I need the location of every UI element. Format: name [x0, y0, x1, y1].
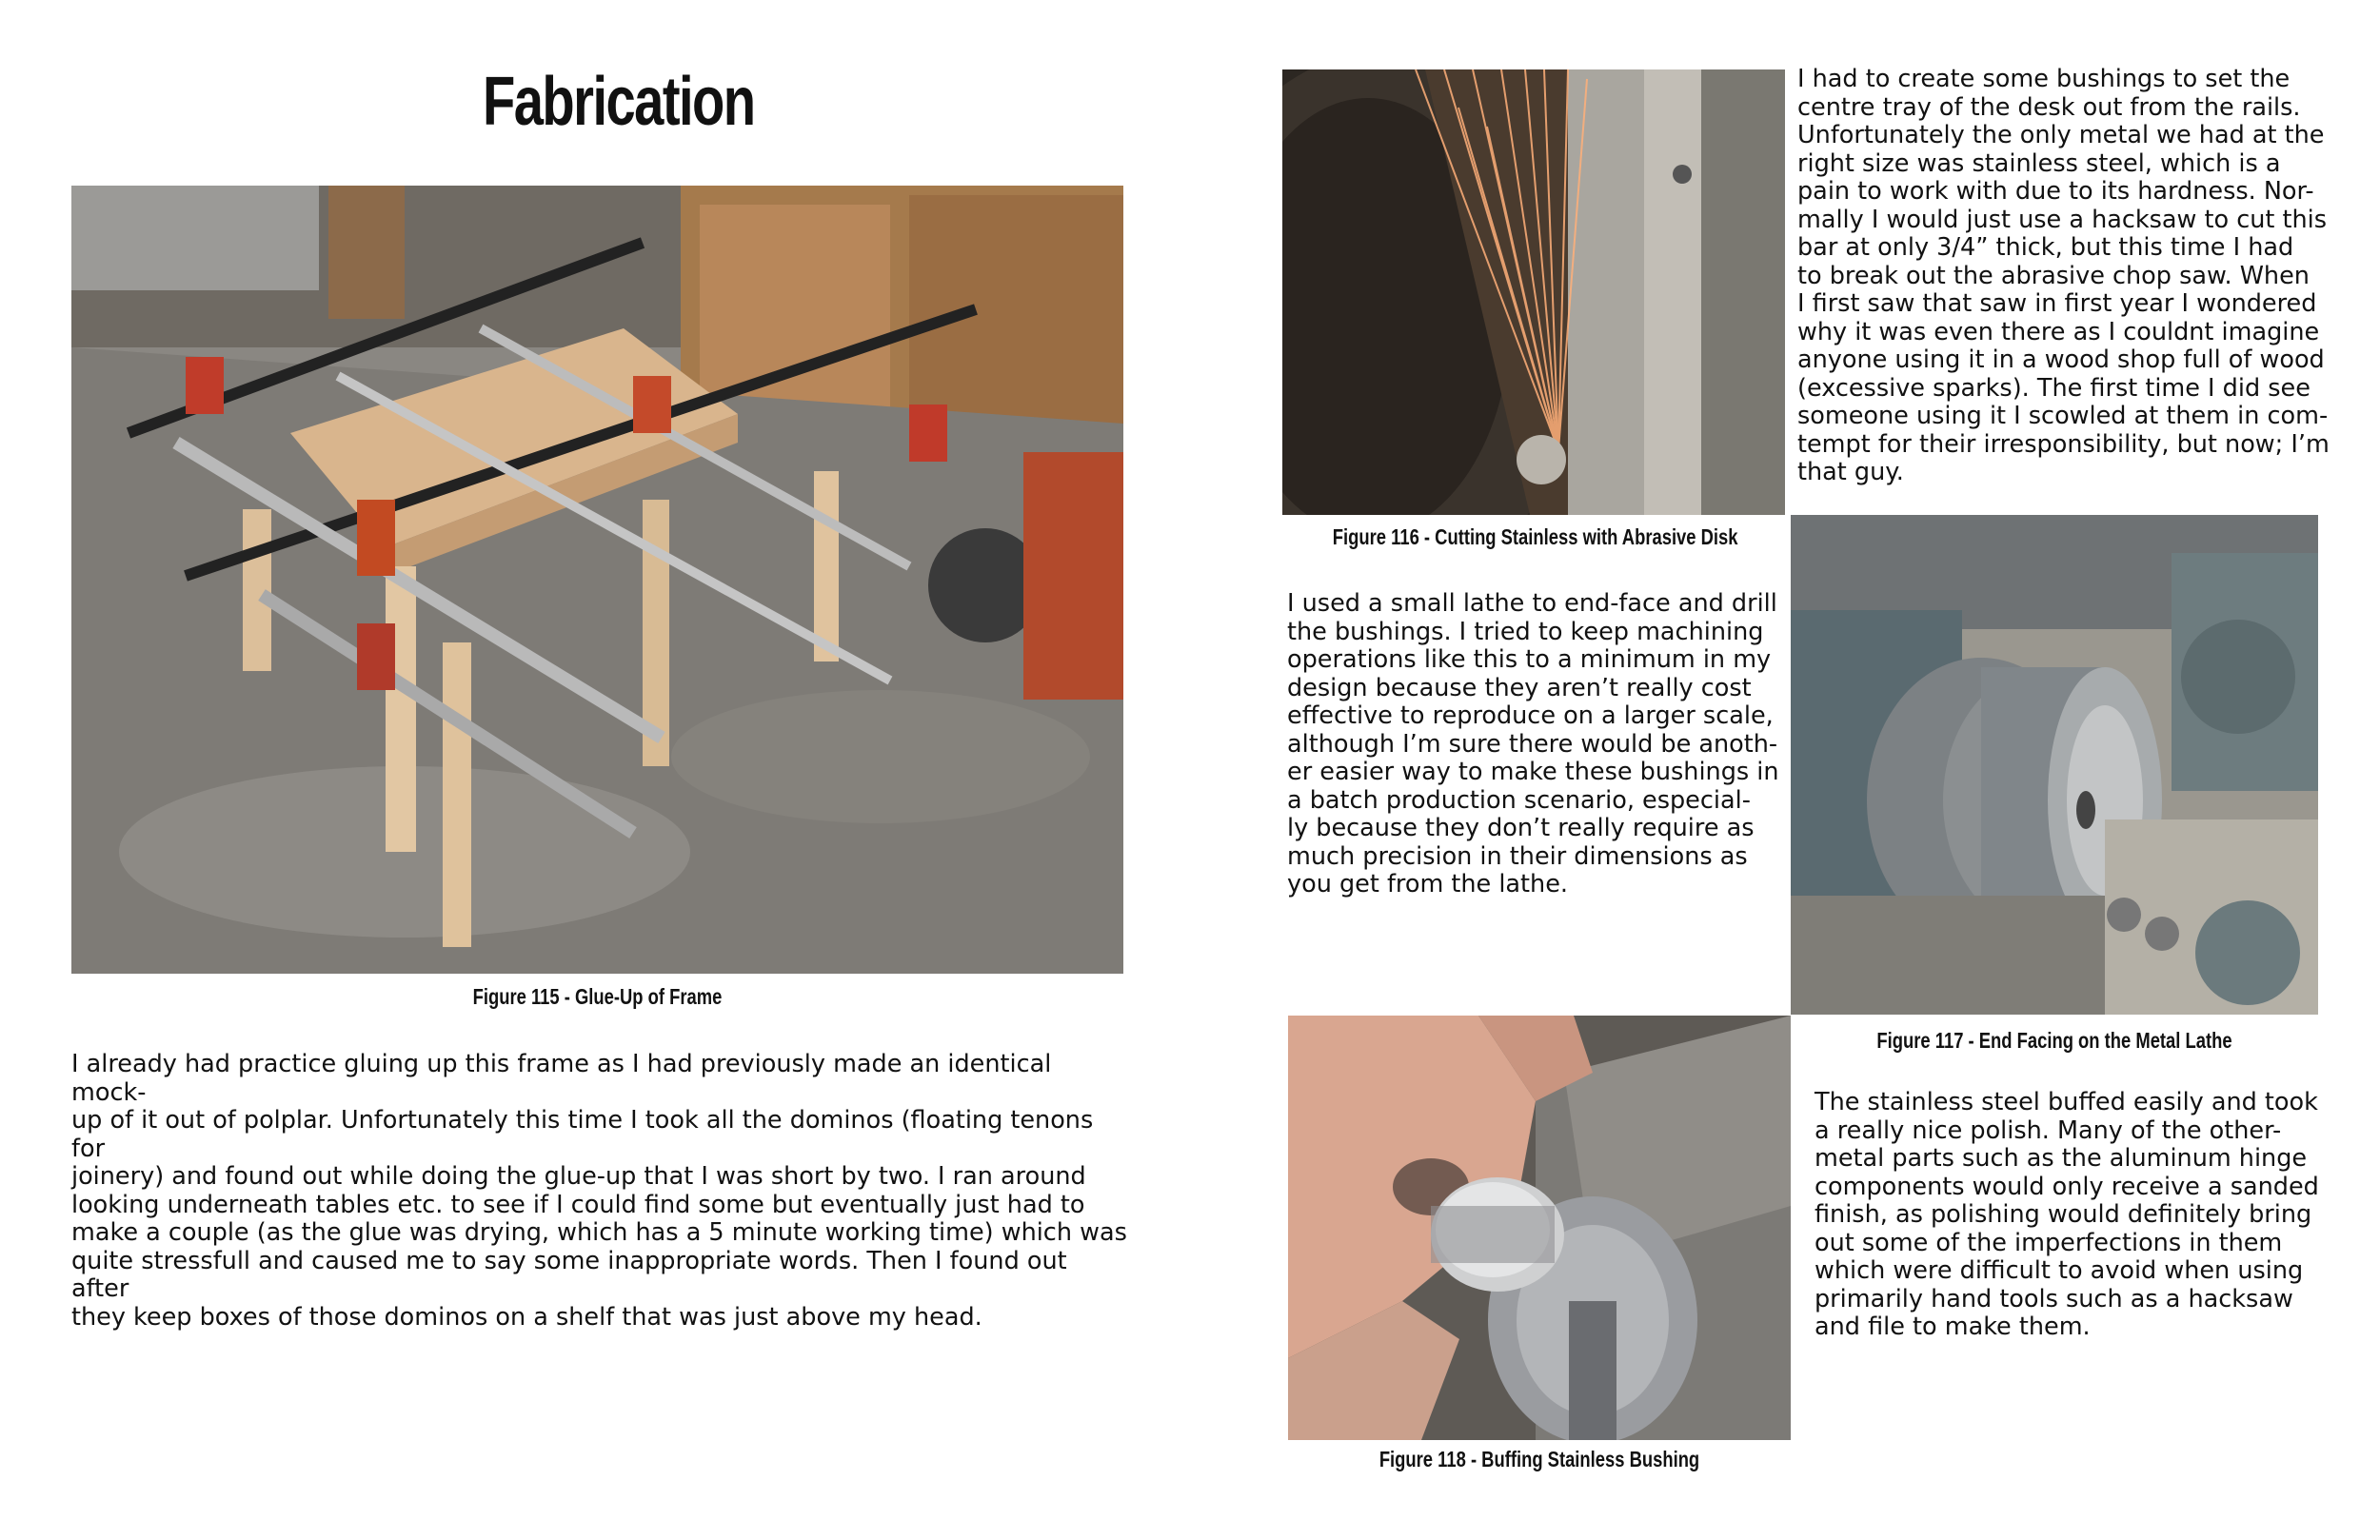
- photo-glue-up-frame: [71, 186, 1123, 974]
- paragraph-polish: The stainless steel buffed easily and took a really nice polish. Many of the other- metal parts such as the aluminum hinge components would only receive a sanded finish, as polishing would definitely bring out some of the imperfections in them which were difficult to avoid when using primarily hand tools such as a hacksaw and file to make them.: [1815, 1088, 2319, 1341]
- figure-caption: Figure 115 - Glue-Up of Frame: [472, 984, 723, 1009]
- figure-caption: Figure 116 - Cutting Stainless with Abrasive Disk: [1332, 524, 1738, 549]
- paragraph-lathe: I used a small lathe to end-face and drill the bushings. I tried to keep machining operations like this to a minimum in my design because they aren’t really cost effective to reproduce on a larger scale, although I’m sure there would be anoth- er easier way to make these bushings in a batch production scenario, especial- ly because they don’t really require as much precision in their dimensions as you get from the lathe.: [1287, 589, 1779, 898]
- figure-caption: Figure 117 - End Facing on the Metal Lathe: [1876, 1028, 2232, 1053]
- photo-abrasive-disk: [1282, 69, 1785, 515]
- page-title: Fabrication: [483, 64, 755, 140]
- photo-buffing-bushing: [1288, 1016, 1791, 1440]
- photo-metal-lathe: [1791, 515, 2318, 1015]
- paragraph-bushings: I had to create some bushings to set the centre tray of the desk out from the rails. Unfortunately the only metal we had at the right size was stainless steel, which is a pain to work with due to its hardness. Nor- mally I would just use a hacksaw to cut this bar at only 3/4” thick, but this time I had to break out the abrasive chop saw. When I first saw that saw in first year I wondered why it was even there as I couldnt imagine anyone using it in a wood shop full of wood (excessive sparks). The first time I did see someone using it I scowled at them in com- tempt for their irresponsibility, but now; I’m that guy.: [1797, 65, 2330, 486]
- paragraph-glue-up: I already had practice gluing up this frame as I had previously made an identical mock- up of it out of polplar. Unfortunately this time I took all the dominos (floating tenons for joinery) and found out while doing the glue-up that I was short by two. I ran around looking underneath tables etc. to see if I could find some but eventually just had to make a couple (as the glue was drying, which has a 5 minute working time) which was quite stressfull and caused me to say some inappropriate words. Then I found out after they keep boxes of those dominos on a shelf that was just above my head.: [71, 1050, 1127, 1332]
- figure-caption: Figure 118 - Buffing Stainless Bushing: [1378, 1447, 1700, 1471]
